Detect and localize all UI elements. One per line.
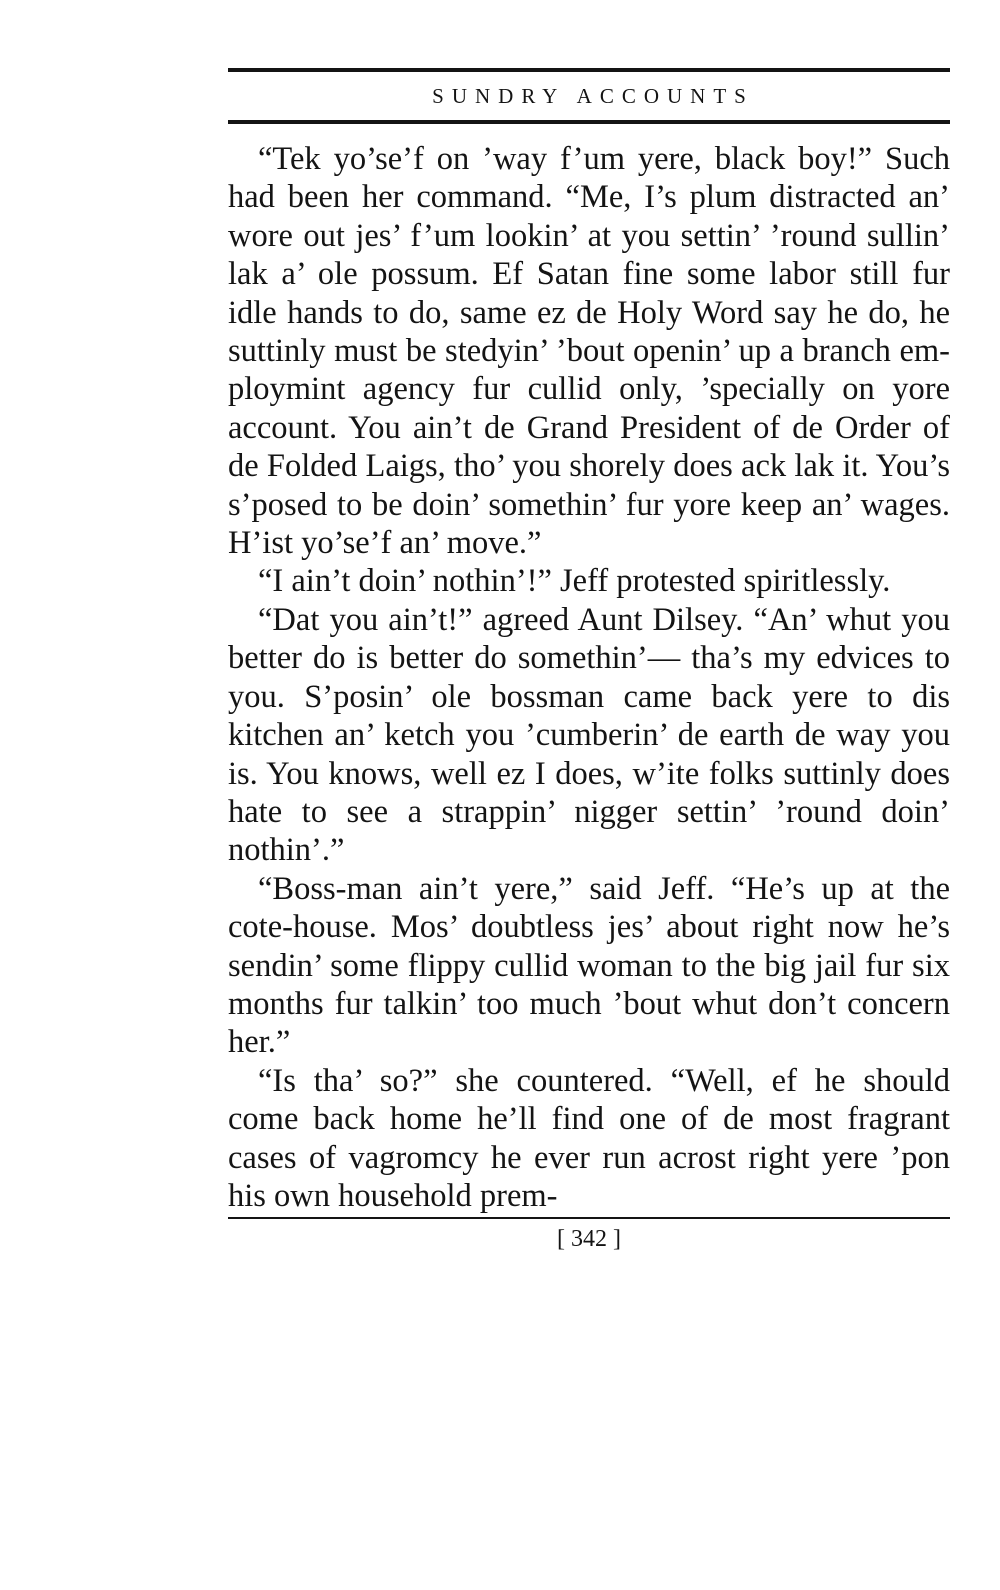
book-page — [228, 68, 950, 1255]
paragraph: “Tek yo’se’f on ’way f’um yere, black boy!” Such had been her command. “Me, I’s plum distracted an’ wore out jes’ f’um lookin’ at you settin’ ’round sullin’ lak a’ ole possum. Ef Satan fine some labor still fur idle hands to do, same ez de Holy Word say he do, he suttinly must be stedyin’ ’bout openin’ up a branch employmint agency fur cullid only, ’specially on yore account. You ain’t de Grand President of de Order of de Folded Laigs, tho’ you shorely does ack lak it. You’s s’posed to be doin’ somethin’ fur yore keep an’ wages. H’ist yo’se’f an’ move.” — [228, 141, 950, 562]
paragraph: “I ain’t doin’ nothin’!” Jeff protested spiritlessly. — [258, 563, 891, 600]
paragraph: “Is tha’ so?” she countered. “Well, ef he should come back home he’ll find one of de most fragrant cases of vagromcy he ever run acrost right yere ’pon his own household prem- — [228, 1062, 950, 1214]
header-rule — [228, 120, 950, 124]
footer-rule — [228, 1217, 950, 1219]
paragraph: “Dat you ain’t!” agreed Aunt Dilsey. “An’ whut you better do is better do somethin’— tha’s my edvices to you. S’posin’ ole bossman came back yere to dis kitchen an’ ketch you ’cumberin’ de earth de way you is. You knows, well ez I does, w’ite folks suttinly does hate to see a strappin’ nigger settin’ ’round doin’ nothin’.” — [228, 601, 950, 869]
running-head: SUNDRY ACCOUNTS — [432, 84, 754, 108]
page-number: [ 342 ] — [557, 1226, 621, 1253]
paragraph: “Boss-man ain’t yere,” said Jeff. “He’s up at the cote-house. Mos’ doubtless jes’ about right now he’s sendin’ some flippy cullid woman to the big jail fur six months fur talkin’ too much ’bout whut don’t concern her.” — [228, 870, 950, 1061]
body-text — [228, 140, 950, 1215]
